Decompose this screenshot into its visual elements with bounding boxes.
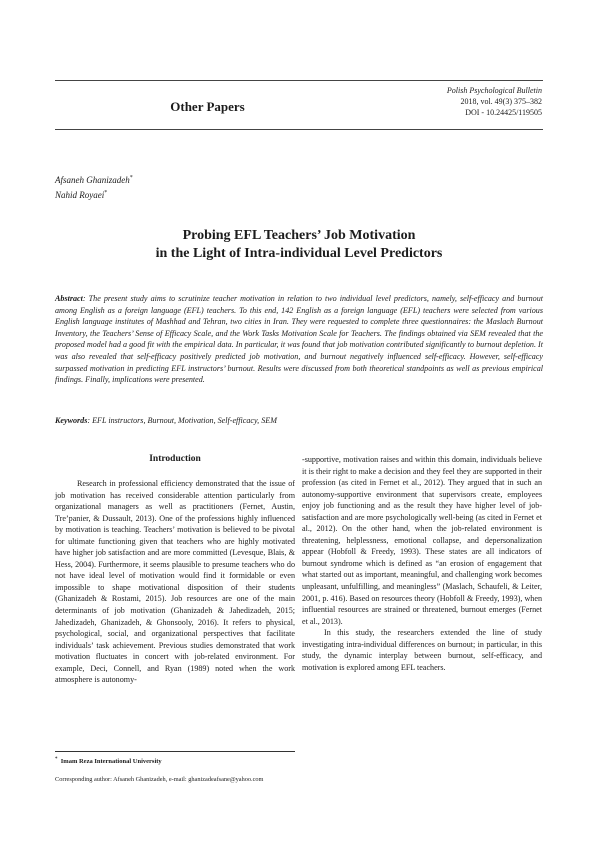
header-rule-top	[55, 80, 543, 81]
abstract	[55, 293, 543, 386]
title-line-2: in the Light of Intra-individual Level Predictors	[155, 246, 443, 261]
journal-doi: DOI - 10.24425/119505	[465, 108, 542, 117]
abstract-label: Abstract	[55, 294, 83, 303]
paper-title	[55, 227, 543, 263]
author-name: Afsaneh Ghanizadeh	[55, 175, 130, 185]
journal-volume: 2018, vol. 49(3) 375–382	[460, 97, 542, 106]
corresponding-author: Corresponding author: Afsaneh Ghanizadeh, e-mail: ghanizadeafsane@yahoo.com	[55, 776, 264, 783]
body-paragraph: -supportive, motivation raises and within this domain, individuals believe it is their right to make a decision and they feel they are supported in their profession (as cited in Fernet et al., 2012). They argued that in such an autonomy-supportive environment that supervisors create, employees enjoy job functioning and as the result they have higher level of job-satisfaction and are more psychologically well-being (as cited in Fernet et al., 2012). On the other hand, when the job-related environment is threatening, helplessness, emotional collapse, and depersonalization appear (Hobfoll & Freedy, 1993). These states are all indicators of burnout syndrome which is defined as “an erosion of engagement that what started out as important, meaningful, and challenging work becomes unpleasant, unfulfilling, and meaningless” (Maslach, Schaufeli, & Leiter, 2001, p. 416). Based on resources theory (Hobfoll & Freedy, 1993), when influential resources are strained or threatened, burnout emerges (Fernet et al., 2013).	[302, 455, 542, 626]
header-rule-bottom	[55, 129, 543, 130]
author-line	[55, 172, 133, 187]
body-paragraph: Research in professional efficiency demonstrated that the issue of job motivation has received considerable attention particularly from organizational managers as well as practitioners (Fernet, Austin, Tre’panier, & Dussault, 2013). One of the professions highly influenced by motivation is teaching. Teachers’ motivation is believed to be pivotal for ultimate functioning given that teachers who are highly motivated have higher job satisfaction and are more committed (Levesque, Blais, & Hess, 2004). Furthermore, it seems plausible to presume teachers who do not have ideal level of motivation would find it formidable or even impossible to shape motivational disposition of their students (Ghanizadeh & Rostami, 2015). Job resources are one of the main determinants of job motivation (Ghanizadeh & Jahedizadeh, 2015; Jahedizadeh, Ghanizadeh, & Ghonsooly, 2016). It refers to physical, psychological, social, and organizational perspectives that facilitate individuals’ task achievement. Previous studies demonstrated that work motivation fluctuates in concert with job-related environment. For example, Deci, Connell, and Ryan (1989) noted when the work atmosphere is autonomy-	[55, 479, 295, 685]
abstract-text: : The present study aims to scrutinize teacher motivation in relation to two individual level predictors, namely, self-efficacy and burnout among English as a foreign language (EFL) teachers. To this end, 142 English as a foreign language (EFL) teachers were selected from various English language institutes of Mashhad and Tehran, two cities in Iran. They were requested to complete three questionnaires: the Maslach Burnout Inventory, the Teachers’ Sense of Efficacy Scale, and the Work Tasks Motivation Scale for Teachers. The findings obtained via SEM revealed that the proposed model had a good fit with the empirical data. In particular, it was found that job motivation contributed significantly to burnout depletion. It was also revealed that self-efficacy positively predicted job motivation, and burnout negatively influenced self-efficacy. However, self-efficacy surpassed motivation in predicting EFL instructors’ burnout. Results were discussed from both theoretical standpoints as well as previous empirical findings. Finally, implications were presented.	[55, 294, 543, 385]
keywords-text: : EFL instructors, Burnout, Motivation, Self-efficacy, SEM	[87, 416, 277, 425]
footnote-rule	[55, 751, 295, 752]
footnote-affiliation	[55, 757, 162, 765]
keywords	[55, 415, 543, 426]
introduction-heading: Introduction	[149, 454, 201, 464]
body-column-left	[55, 478, 295, 686]
body-column-right	[302, 454, 542, 673]
section-label: Other Papers	[170, 99, 245, 114]
author-name: Nahid Royaei	[55, 190, 105, 200]
body-paragraph: In this study, the researchers extended the line of study investigating intra-individual differences on burnout; in particular, in this study, the dynamic interplay between burnout, self-efficacy, and motivation is explored among EFL teachers.	[302, 628, 542, 672]
author-list	[55, 172, 133, 202]
author-line	[55, 187, 133, 202]
author-mark: *	[104, 190, 108, 196]
title-line-1: Probing EFL Teachers’ Job Motivation	[182, 228, 416, 243]
journal-info	[380, 85, 542, 118]
journal-name: Polish Psychological Bulletin	[446, 86, 542, 95]
affiliation-text: Imam Reza International University	[60, 758, 162, 766]
author-mark: *	[129, 175, 133, 181]
keywords-label: Keywords	[55, 416, 88, 425]
footnote-mark: *	[55, 757, 58, 762]
